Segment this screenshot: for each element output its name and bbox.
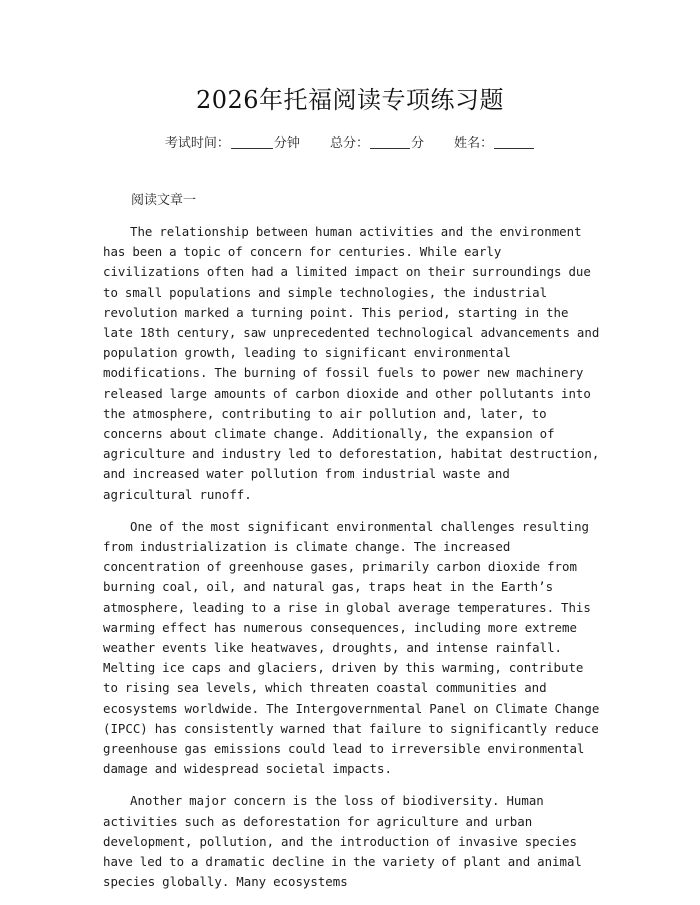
exam-time-blank[interactable]	[231, 134, 273, 149]
name-label: 姓名：	[454, 136, 494, 151]
passage-paragraph-2: One of the most significant environmental challenges resulting from industrialization is climate change. The increased concentration of greenhouse gases, primarily carbon dioxide from burning coal, oil, and natural gas, traps heat in the Earth’s atmosphere, leading to a rise in global average temperatures. This warming effect has numerous consequences, including more extreme weather events like heatwaves, droughts, and intense rainfall. Melting ice caps and glaciers, driven by this warming, contribute to rising sea levels, which threaten coastal communities and ecosystems worldwide. The Intergovernmental Panel on Climate Change (IPCC) has consistently warned that failure to significantly reduce greenhouse gas emissions could lead to irreversible environmental damage and widespread societal impacts.	[103, 518, 600, 777]
page-title: 2026年托福阅读专项练习题	[195, 86, 505, 114]
reading-passage	[103, 222, 603, 905]
passage-paragraph-1: The relationship between human activities and the environment has been a topic of concern for centuries. While early civilizations often had a limited impact on their surroundings due to small populations and simple technologies, the industrial revolution marked a turning point. This period, starting in the late 18th century, saw unprecedented technological advancements and population growth, leading to significant environmental modifications. The burning of fossil fuels to power new machinery released large amounts of carbon dioxide and other pollutants into the atmosphere, contributing to air pollution and, later, to concerns about climate change. Additionally, the expansion of agriculture and industry led to deforestation, habitat destruction, and increased water pollution from industrial waste and agricultural runoff.	[103, 224, 600, 502]
total-score-blank[interactable]	[370, 134, 410, 149]
name-field	[454, 132, 535, 151]
total-score-field	[330, 132, 424, 151]
exam-time-label: 考试时间：	[164, 136, 230, 151]
total-score-unit: 分	[411, 136, 425, 151]
passage-paragraph-3: Another major concern is the loss of biodiversity. Human activities such as deforestation for agriculture and urban development, pollution, and the introduction of invasive species have led to a dramatic decline in the variety of plant and animal species globally. Many ecosystems	[103, 793, 582, 890]
exam-time-unit: 分钟	[273, 136, 300, 151]
exam-info-line	[0, 132, 700, 151]
total-score-label: 总分：	[329, 136, 369, 151]
exam-time-field	[165, 132, 300, 151]
name-blank[interactable]	[494, 134, 534, 149]
section-heading: 阅读文章一	[131, 193, 197, 208]
